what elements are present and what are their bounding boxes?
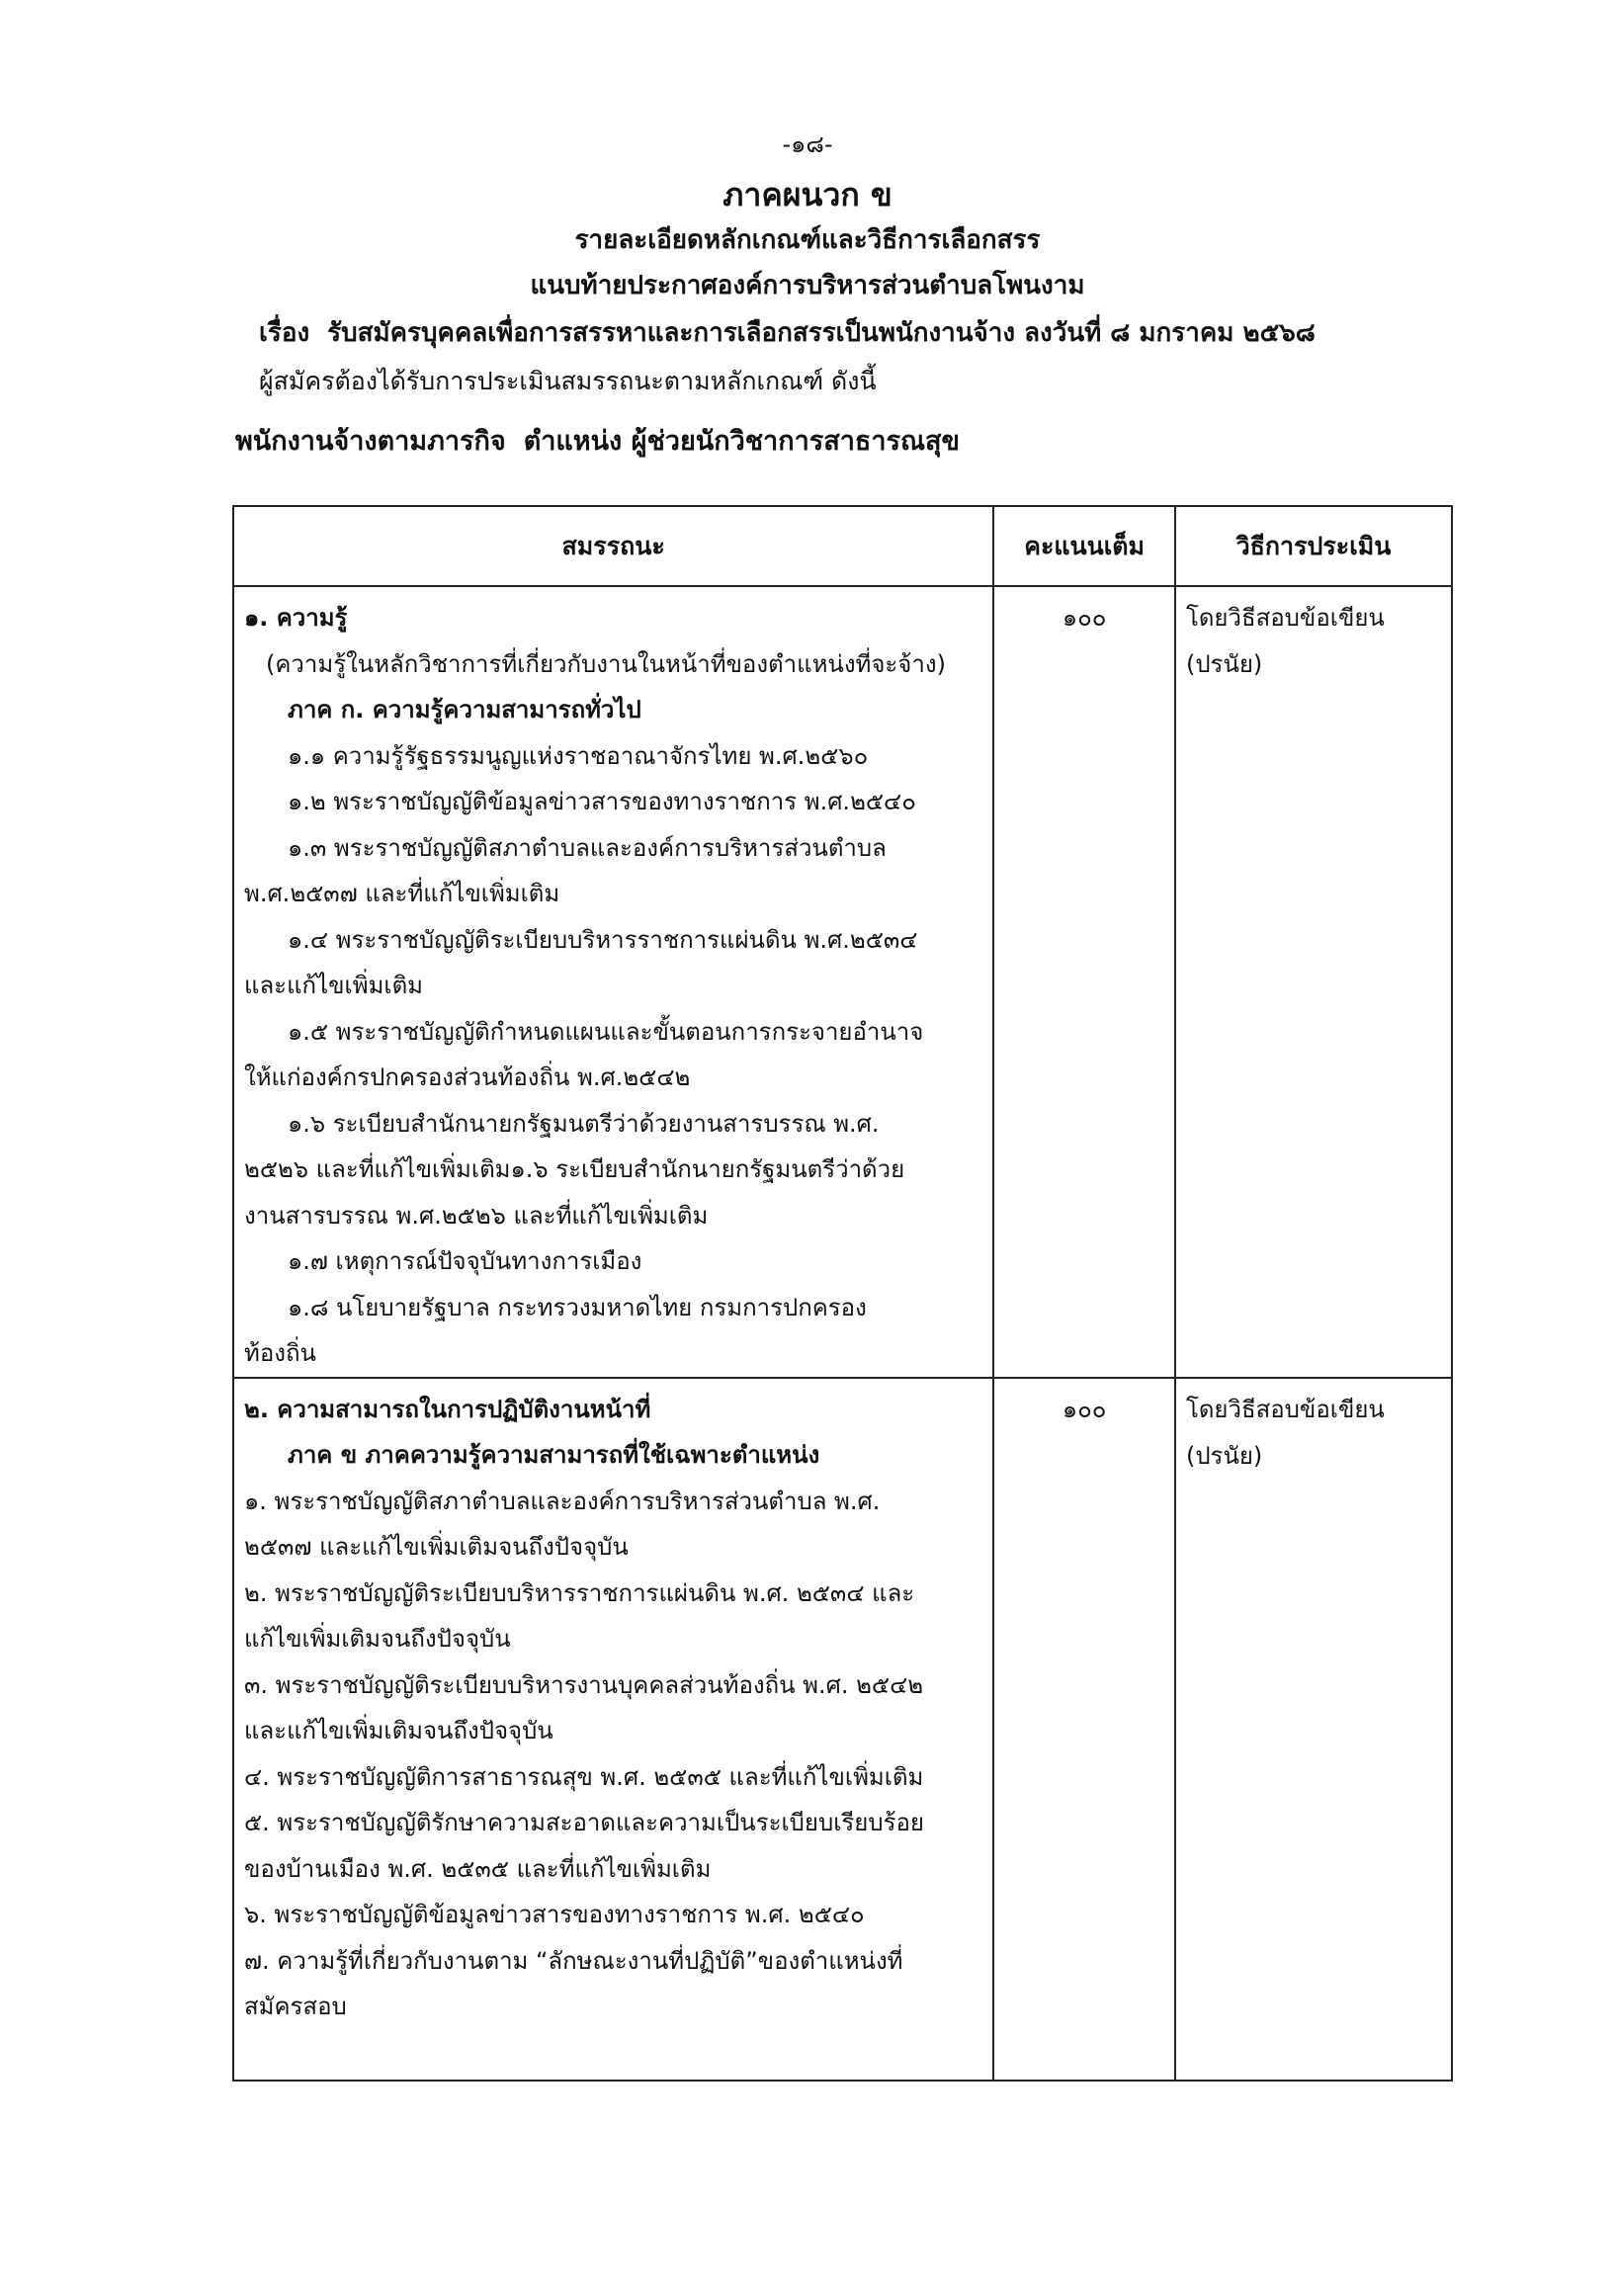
- position-title: ตำแหน่ง ผู้ช่วยนักวิชาการสาธารณสุข: [523, 426, 960, 457]
- list-item: ๑.๑ ความรู้รัฐธรรมนูญแห่งราชอาณาจักรไทย พ.ศ.๒๕๖๐: [288, 741, 869, 770]
- method-text: โดยวิธีสอบข้อเขียน: [1185, 1395, 1385, 1423]
- competency-cell: [233, 1378, 993, 2081]
- list-item: ของบ้านเมือง พ.ศ. ๒๕๓๕ และที่แก้ไขเพิ่มเติม: [244, 1854, 712, 1883]
- list-item: ๕. พระราชบัญญัติรักษาความสะอาดและความเป็นระเบียบเรียบร้อย: [244, 1809, 924, 1836]
- intro-text: ผู้สมัครต้องได้รับการประเมินสมรรถนะตามหลักเกณฑ์ ดังนี้: [259, 367, 877, 395]
- list-item: สมัครสอบ: [244, 1993, 347, 2020]
- list-item: ๖. พระราชบัญญัติข้อมูลข่าวสารของทางราชการ พ.ศ. ๒๕๔๐: [244, 1901, 865, 1928]
- full-score-value: ๑๐๐: [1062, 604, 1107, 632]
- method-cell: [1175, 586, 1452, 1378]
- list-item: ๑.๖ ระเบียบสำนักนายกรัฐมนตรีว่าด้วยงานสารบรรณ พ.ศ.: [288, 1109, 880, 1138]
- subject-line: [259, 312, 1316, 353]
- section-heading: ภาค ก. ความรู้ความสามารถทั่วไป: [288, 696, 641, 723]
- list-item: ๑. ความรู้: [244, 604, 348, 632]
- header-full-score: คะแนนเต็ม: [993, 506, 1175, 586]
- subject-label: เรื่อง: [259, 318, 310, 348]
- list-item: ๑.๒ พระราชบัญญัติข้อมูลข่าวสารของทางราชการ พ.ศ.๒๕๔๐: [288, 788, 916, 815]
- table-row: [233, 586, 1452, 1378]
- list-item: แก้ไขเพิ่มเติมจนถึงปัจจุบัน: [244, 1625, 511, 1653]
- score-cell: [993, 586, 1175, 1378]
- header-method: วิธีการประเมิน: [1175, 506, 1452, 586]
- list-item: ๑.๓ พระราชบัญญัติสภาตำบลและองค์การบริหารส่วนตำบล: [288, 833, 887, 862]
- position-line: [235, 419, 960, 462]
- method-cell: [1175, 1378, 1452, 2081]
- list-item: พ.ศ.๒๕๓๗ และที่แก้ไขเพิ่มเติม: [244, 880, 560, 907]
- score-cell: [993, 1378, 1175, 2081]
- list-item: ๑. พระราชบัญญัติสภาตำบลและองค์การบริหารส่วนตำบล พ.ศ.: [244, 1487, 881, 1515]
- list-item: ๓. พระราชบัญญัติระเบียบบริหารงานบุคคลส่วนท้องถิ่น พ.ศ. ๒๕๔๒: [244, 1670, 924, 1699]
- list-item: ๒. พระราชบัญญัติระเบียบบริหารราชการแผ่นดิน พ.ศ. ๒๕๓๔ และ: [244, 1578, 915, 1607]
- competency-cell: [233, 586, 993, 1378]
- list-item: ๑.๕ พระราชบัญญัติกำหนดแผนและขั้นตอนการกระจายอำนาจ: [288, 1017, 924, 1046]
- list-item: (ความรู้ในหลักวิชาการที่เกี่ยวกับงานในหน้าที่ของตำแหน่งที่จะจ้าง): [266, 649, 946, 678]
- list-item: ๑.๔ พระราชบัญญัติระเบียบบริหารราชการแผ่นดิน พ.ศ.๒๕๓๔: [288, 925, 918, 954]
- full-score-value: ๑๐๐: [1062, 1395, 1107, 1423]
- list-item: ๔. พระราชบัญญัติการสาธารณสุข พ.ศ. ๒๕๓๕ และที่แก้ไขเพิ่มเติม: [244, 1762, 924, 1791]
- section-heading: ภาค ข ภาคความรู้ความสามารถที่ใช้เฉพาะตำแหน่ง: [288, 1441, 820, 1469]
- position-type: พนักงานจ้างตามภารกิจ: [235, 426, 506, 457]
- list-item: ท้องถิ่น: [244, 1339, 316, 1367]
- list-item: และแก้ไขเพิ่มเติมจนถึงปัจจุบัน: [244, 1717, 553, 1744]
- page-number: -๑๘-: [782, 130, 833, 158]
- subject-text: รับสมัครบุคคลเพื่อการสรรหาและการเลือกสรรเป็นพนักงานจ้าง ลงวันที่ ๘ มกราคม ๒๕๖๘: [327, 318, 1316, 348]
- criteria-table: [232, 505, 1453, 2082]
- table-header-row: [233, 506, 1452, 586]
- list-item: ๑.๗ เหตุการณ์ปัจจุบันทางการเมือง: [288, 1247, 642, 1275]
- method-text: (ปรนัย): [1185, 650, 1263, 678]
- list-item: ๒๕๒๖ และที่แก้ไขเพิ่มเติม๑.๖ ระเบียบสำนักนายกรัฐมนตรีว่าด้วย: [244, 1155, 905, 1183]
- list-item: ๒. ความสามารถในการปฏิบัติงานหน้าที่: [244, 1395, 651, 1423]
- page-title: ภาคผนวก ข: [722, 176, 892, 213]
- method-text: (ปรนัย): [1185, 1441, 1263, 1470]
- table-row: [233, 1378, 1452, 2081]
- list-item: ๑.๘ นโยบายรัฐบาล กระทรวงมหาดไทย กรมการปกครอง: [288, 1293, 867, 1321]
- header-competency: สมรรถนะ: [233, 506, 993, 586]
- list-item: ๒๕๓๗ และแก้ไขเพิ่มเติมจนถึงปัจจุบัน: [244, 1533, 629, 1561]
- list-item: ๗. ความรู้ที่เกี่ยวกับงานตาม “ลักษณะงานที่ปฏิบัติ”ของตำแหน่งที่: [244, 1946, 903, 1975]
- list-item: และแก้ไขเพิ่มเติม: [244, 972, 423, 999]
- list-item: ให้แก่องค์กรปกครองส่วนท้องถิ่น พ.ศ.๒๕๔๒: [244, 1063, 691, 1091]
- subtitle-attachment: แนบท้ายประกาศองค์การบริหารส่วนตำบลโพนงาม: [530, 271, 1085, 300]
- list-item: งานสารบรรณ พ.ศ.๒๕๒๖ และที่แก้ไขเพิ่มเติม: [244, 1201, 709, 1230]
- subtitle-criteria: รายละเอียดหลักเกณฑ์และวิธีการเลือกสรร: [574, 225, 1041, 255]
- method-text: โดยวิธีสอบข้อเขียน: [1185, 604, 1385, 632]
